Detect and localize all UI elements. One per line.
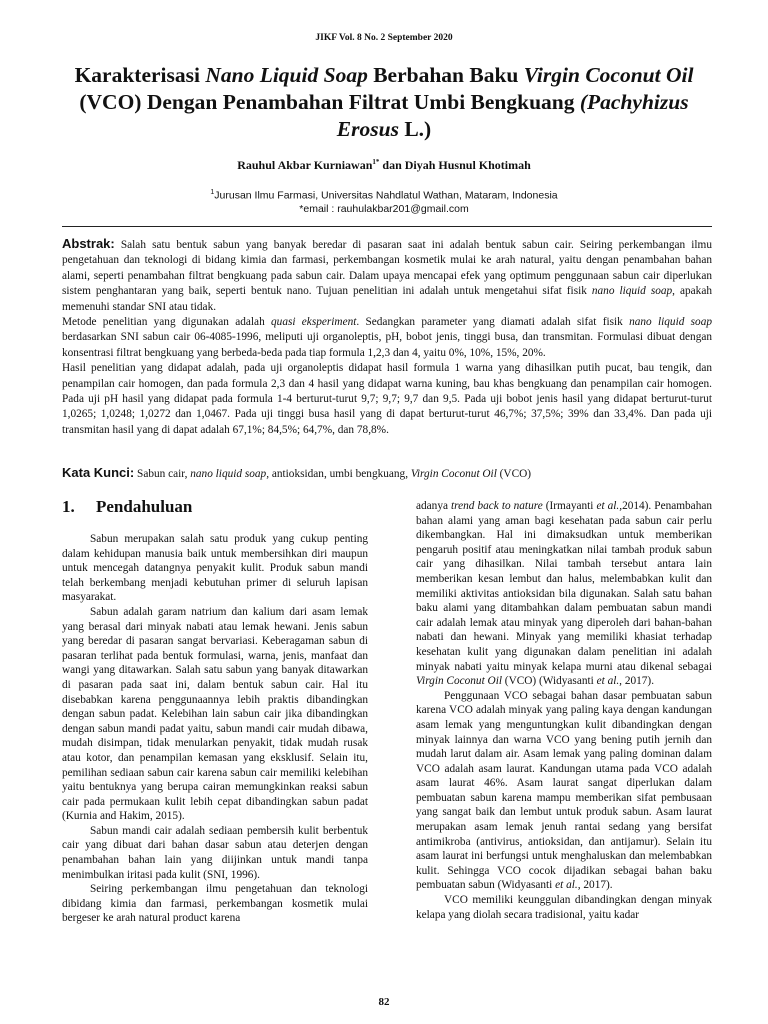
abstract-paragraph: Metode penelitian yang digunakan adalah quasi eksperiment. Sedangkan parameter yang diamati adalah sifat fisik nano liquid soap berdasarkan SNI sabun cair 06-4085-1996, meliputi uji organoleptis, pH, bobot jenis, tinggi busa, dan transmitan. Formulasi dibuat dengan konsentrasi filtrat bengkuang yang berbeda-beda pada tiap formula 1,2,3 dan 4, yaitu 0%, 10%, 15%, 20%. (62, 316, 712, 359)
left-column (62, 532, 368, 926)
section-heading (62, 497, 368, 517)
abstract-label: Abstrak: (62, 236, 115, 251)
keywords-label: Kata Kunci: (62, 465, 135, 480)
affiliation: $^1$Jurusan Ilmu Farmasi, Universitas Nahdlatul Wathan, Mataram, Indonesia *email : rauhulakbar201@gmail.com (0, 186, 768, 216)
body-paragraph: Penggunaan VCO sebagai bahan dasar pembuatan sabun karena VCO adalah minyak yang paling kaya dengan kandungan asam lemak yang menguntungkan kulit dibandingkan dengan minyak lainnya dan warna VCO yang bening putih jernih dan mudah larut dalam air. Asam lemak yang paling dominan dalam VCO adalah asam laurat. Kandungan utama pada VCO adalah asam laurat 46%. Asam laurat sangat diperlukan dalam pembuatan sabun karena mampu memberikan sifat pembusaan yang sangat baik dan lembut untuk produk sabun. Asam laurat merupakan asam lemak jenuh rantai sedang yang bersifat antimikroba (antivirus, antioksidan, dan antijamur). Selain itu asam laurat ini berfungsi untuk menghaluskan dan melembabkan kulit. Sehingga VCO cocok dijadikan sebagai bahan baku pembuatan sabun (Widyasanti et al., 2017). (416, 689, 712, 892)
section-number: 1. (62, 497, 75, 516)
body-paragraph: VCO memiliki keunggulan dibandingkan dengan minyak kelapa yang diolah secara tradisional, yaitu kadar (416, 894, 712, 921)
page-number: 82 (378, 996, 390, 1008)
author-name: Rauhul Akbar Kurniawan (237, 158, 373, 172)
right-column (416, 499, 712, 922)
body-paragraph: Sabun mandi cair adalah sediaan pembersih kulit berbentuk cair yang dibuat dari bahan dasar sabun atau deterjen dengan penambahan bahan lain yang diijinkan untuk mandi tanpa menimbulkan iritasi pada kulit (SNI, 1996). (62, 824, 368, 881)
abstract-paragraph: Hasil penelitian yang didapat adalah, pada uji organoleptis didapat hasil formula 1 warna yang dihasilkan putih pucat, bau tengik, dan penampilan cair homogen, dan pada formula 2,3 dan 4 hasil yang didapat warna kuning, bau khas bengkuang dan penampilan cair homogen. Pada uji pH hasil yang didapat pada formula 1-4 berturut-turut 9,7; 9,7; 9,7 dan 9,5. Pada uji bobot jenis hasil yang didapat berturut-turut 1,0265; 1,0248; 1,0272 dan 1,0467. Pada uji tinggi busa hasil yang di dapat berturut-turut 46,7%; 37,5%; 39% dan 33,4%. Dan pada uji transmitan hasil yang di dapat adalah 67,1%; 84,5%; 64,7%, dan 78,8%. (62, 362, 712, 436)
body-paragraph: Sabun merupakan salah satu produk yang cukup penting dalam kehidupan manusia baik untuk membersihkan diri maupun untuk mencegah datangnya penyakit kulit. Produk sabun mandi telah berkembang menjadi kebutuhan primer di seluruh lapisan masyarakat. (62, 533, 368, 604)
author-email: *email : rauhulakbar201@gmail.com (299, 202, 469, 215)
section-title: Pendahuluan (96, 497, 193, 516)
author-marker: 1* (372, 158, 380, 166)
body-paragraph: adanya trend back to nature (Irmayanti et al.,2014). Penambahan bahan alami yang aman bagi kesehatan pada sabun cair perlu dikembangkan. Hal ini dimaksudkan untuk memberikan pengaruh positif atau meningkatkan nilai tambah produk sabun cair yang dihasilkan. Nilai tambah tersebut antara lain memberikan kesan lembut dan halus, melembabkan kulit dan memiliki aktivitas antioksidan bila digunakan. Salah satu bahan baku alami yang ditambahkan dalam pembuatan sabun mandi cair adalah lemak atau minyak yang diperoleh dari bahan-bahan nabati dan hewani. Minyak yang memiliki khasiat terhadap kesehatan kulit yang digunakan dalam penelitian ini adalah minyak nabati yaitu minyak kelapa murni atau dikenal sebagai Virgin Coconut Oil (VCO) (Widyasanti et al., 2017). (416, 500, 713, 688)
body-paragraph: Seiring perkembangan ilmu pengetahuan dan teknologi dibidang kimia dan farmasi, perkembangan kosmetik mulai bergeser ke arah natural product karena (62, 883, 368, 925)
journal-header: JIKF Vol. 8 No. 2 September 2020 (315, 33, 453, 43)
abstract-paragraph: Abstrak: Salah satu bentuk sabun yang banyak beredar di pasaran saat ini adalah bentuk sabun cair. Seiring perkembangan ilmu pengetahuan dan teknologi di bidang kimia dan farmasi, perkembangan kosmetik mulai ke arah natural, yaitu dengan penambahan bahan alami, seperti penambahan filtrat bengkuang pada sabun cair. Dalam upaya mencapai efek yang optimum penggunaan sabun cair diperlukan sistem penghantaran yang baik, seperti bentuk nano. Tujuan penelitian ini adalah untuk mengetahui sifat fisik nano liquid soap, apakah memenuhi standar SNI atau tidak. (62, 236, 712, 313)
author-list (0, 158, 768, 173)
header-divider (62, 226, 712, 227)
abstract (62, 236, 712, 438)
author-name: dan Diyah Husnul Khotimah (379, 158, 531, 172)
keywords: Kata Kunci: Sabun cair, nano liquid soap, antioksidan, umbi bengkuang, Virgin Coconut Oil (VCO) (62, 465, 532, 480)
paper-title: Karakterisasi Nano Liquid Soap Berbahan Baku Virgin Coconut Oil (VCO) Dengan Penambahan Filtrat Umbi Bengkuang (Pachyhizus Erosus L.) (74, 63, 694, 141)
body-paragraph: Sabun adalah garam natrium dan kalium dari asam lemak yang berasal dari minyak nabati atau lemak hewani. Jenis sabun yang beredar di pasaran sangat bervariasi. Keberagaman sabun di pasaran terlihat pada bentuk formulasi, warna, jenis, manfaat dan wangi yang ditawarkan. Salah satu sabun yang banyak ditawarkan di pasaran pada saat ini, dalam bentuk sabun cair. Hal itu disebabkan karena penggunaannya lebih praktis dibandingkan dengan sabun padat. Kelebihan lain sabun cair jika dibandingkan dengan sabun mandi padat yaitu, sabun mandi cair mudah dibawa, mudah disimpan, tidak menularkan penyakit, tidak mudah rusak atau kotor, dan penampilan kemasan yang eksklusif. Selain itu, pemilihan sediaan sabun cair karena sabun cair memiliki kelebihan yaitu bentuknya yang berupa cairan memungkinkan reaksi sabun cair pada permukaan kulit lebih cepat dibandingkan sabun padat (Kurnia and Hakim, 2015). (62, 605, 368, 823)
